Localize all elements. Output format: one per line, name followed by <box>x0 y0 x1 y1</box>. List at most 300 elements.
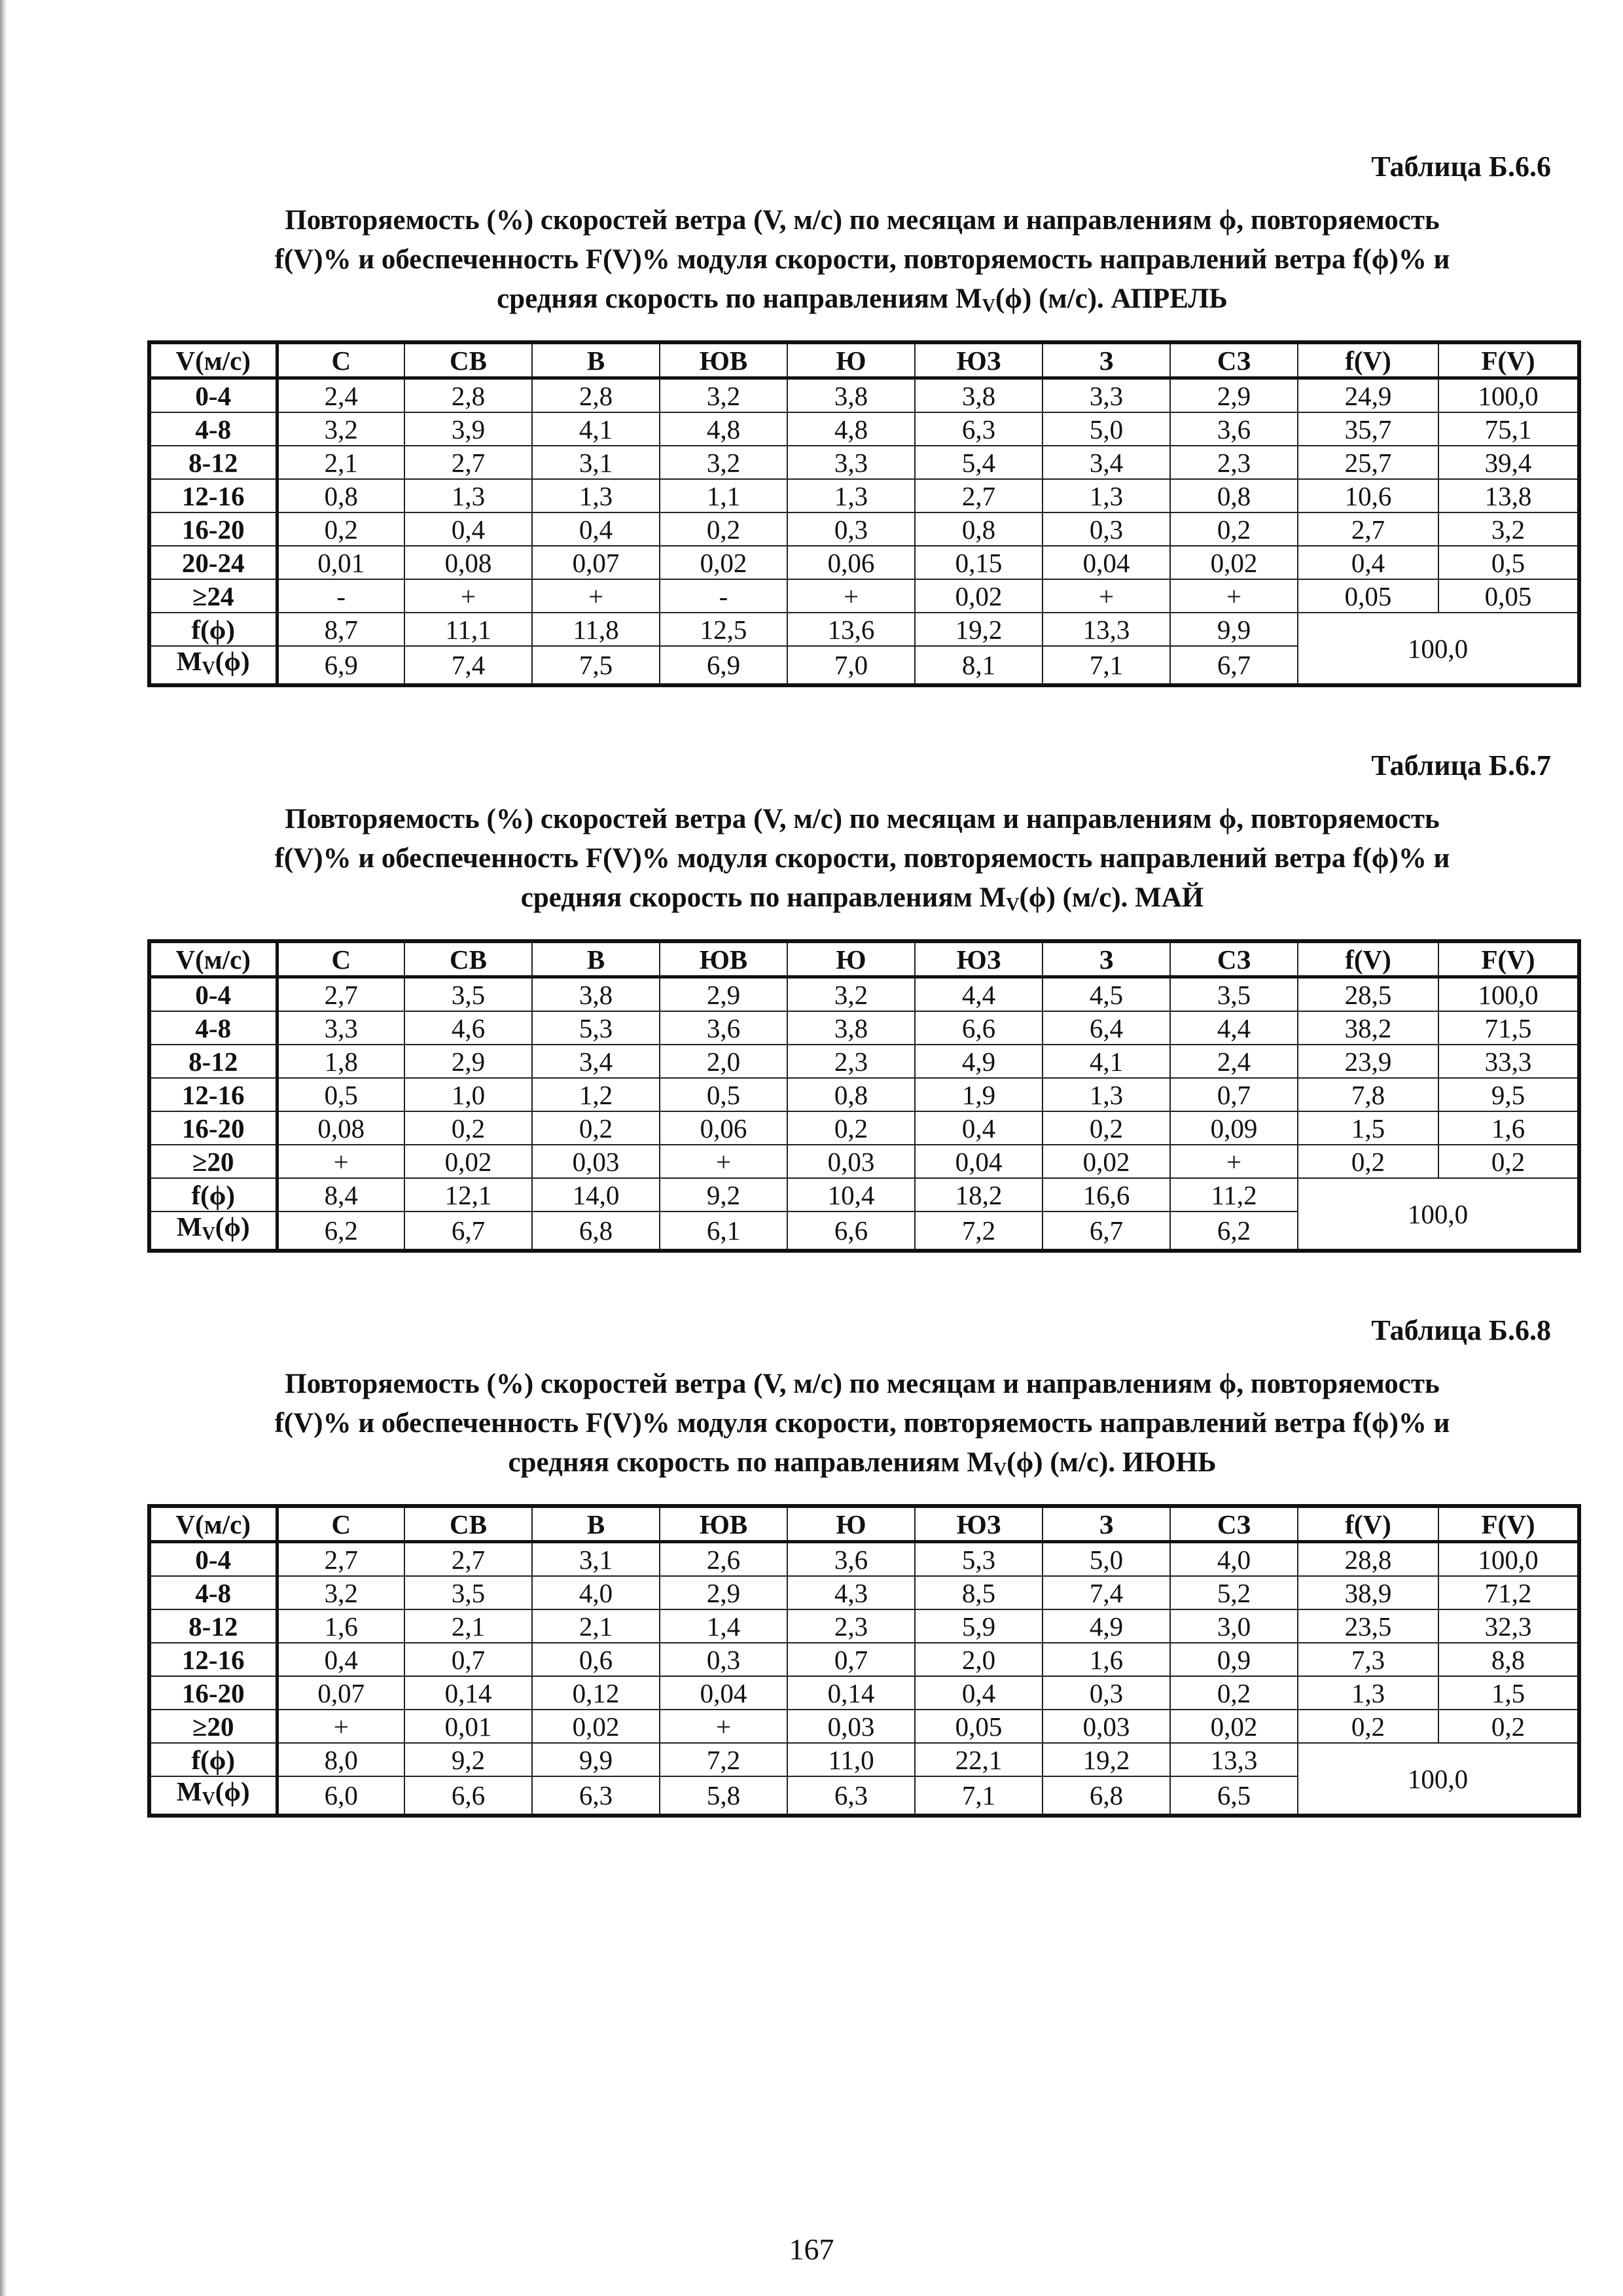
row-label: 8-12 <box>149 1045 277 1078</box>
table-cell: 1,6 <box>277 1609 404 1643</box>
row-label: 4-8 <box>149 1011 277 1045</box>
table-row <box>149 579 1579 613</box>
table-cell: 3,2 <box>1438 512 1579 546</box>
table-cell: 3,3 <box>1043 378 1170 413</box>
table-cell: 100,0 <box>1438 1542 1579 1577</box>
table-cell: + <box>404 579 532 613</box>
table-cell: 0,01 <box>404 1710 532 1743</box>
total-cell: 100,0 <box>1298 1178 1579 1251</box>
table-cell: 33,3 <box>1438 1045 1579 1078</box>
table-cell: 1,3 <box>787 479 915 512</box>
table-cell: 0,8 <box>787 1078 915 1111</box>
table-cell: 13,3 <box>1170 1743 1298 1776</box>
table-cell: 6,8 <box>532 1211 660 1251</box>
column-header: V(м/с) <box>149 1506 277 1542</box>
table-row <box>149 1542 1579 1577</box>
table-cell: 23,9 <box>1298 1045 1438 1078</box>
page-number: 167 <box>789 2233 834 2266</box>
table-cell: 3,2 <box>277 1576 404 1609</box>
row-label: 12-16 <box>149 1643 277 1676</box>
row-label: 4-8 <box>149 1576 277 1609</box>
table-cell: 0,2 <box>1438 1710 1579 1743</box>
column-header: Ю <box>787 1506 915 1542</box>
table-cell: 9,5 <box>1438 1078 1579 1111</box>
column-header: З <box>1043 941 1170 977</box>
table-cell: 0,14 <box>404 1676 532 1710</box>
table-cell: 8,1 <box>915 646 1043 685</box>
table-cell: 3,6 <box>660 1011 787 1045</box>
table-cell: 0,09 <box>1170 1111 1298 1145</box>
table-row-f-phi <box>149 1743 1579 1776</box>
table-row <box>149 1710 1579 1743</box>
caption-line: средняя скорость по направлениям $M_V(\phi)$ (м/с). МАЙ <box>520 882 1204 915</box>
table-cell: 4,5 <box>1043 977 1170 1012</box>
table-row <box>149 1576 1579 1609</box>
row-label: f(ϕ) <box>149 1178 277 1211</box>
table-row <box>149 412 1579 446</box>
table-cell: 22,1 <box>915 1743 1043 1776</box>
column-header: СВ <box>404 1506 532 1542</box>
table-cell: 0,2 <box>404 1111 532 1145</box>
table-cell: 2,4 <box>277 378 404 413</box>
table-cell: 2,1 <box>532 1609 660 1643</box>
table-cell: 7,4 <box>1043 1576 1170 1609</box>
table-cell: 6,1 <box>660 1211 787 1251</box>
table-cell: 0,8 <box>1170 479 1298 512</box>
table-cell: 5,2 <box>1170 1576 1298 1609</box>
table-cell: 4,4 <box>1170 1011 1298 1045</box>
table-cell: 0,2 <box>1170 512 1298 546</box>
table-cell: 0,4 <box>404 512 532 546</box>
table-cell: 3,1 <box>532 446 660 479</box>
table-cell: 0,15 <box>915 546 1043 579</box>
table-cell: 6,6 <box>787 1211 915 1251</box>
table-cell: 5,3 <box>915 1542 1043 1577</box>
table-cell: 1,2 <box>532 1078 660 1111</box>
table-cell: 0,06 <box>787 546 915 579</box>
column-header: f(V) <box>1298 1506 1438 1542</box>
table-cell: 0,04 <box>660 1676 787 1710</box>
table-cell: 0,03 <box>1043 1710 1170 1743</box>
table-cell: 2,9 <box>660 977 787 1012</box>
table-cell: 3,2 <box>787 977 915 1012</box>
table-cell: 0,3 <box>1043 512 1170 546</box>
row-label: ≥20 <box>149 1710 277 1743</box>
table-cell: 3,3 <box>277 1011 404 1045</box>
table-cell: 0,2 <box>277 512 404 546</box>
column-header: С <box>277 941 404 977</box>
caption-line: f(V)% и обеспеченность F(V)% модуля скорости, повторяемость направлений ветра f(ϕ)% и <box>274 843 1450 874</box>
table-cell: 8,4 <box>277 1178 404 1211</box>
table-cell: 2,7 <box>1298 512 1438 546</box>
table-cell: 6,7 <box>1043 1211 1170 1251</box>
table-cell: 0,2 <box>1298 1145 1438 1178</box>
table-cell: 2,7 <box>404 1542 532 1577</box>
row-label: 0-4 <box>149 977 277 1012</box>
table-cell: 0,05 <box>915 1710 1043 1743</box>
table-cell: 6,6 <box>915 1011 1043 1045</box>
column-header: ЮЗ <box>915 342 1043 378</box>
table-cell: 2,0 <box>915 1643 1043 1676</box>
table-cell: + <box>660 1145 787 1178</box>
table-cell: 2,3 <box>787 1609 915 1643</box>
table-cell: 9,2 <box>660 1178 787 1211</box>
table-cell: 4,1 <box>532 412 660 446</box>
table-row <box>149 1078 1579 1111</box>
caption-line: Повторяемость (%) скоростей ветра (V, м/с) по месяцам и направлениям ϕ, повторяемость <box>285 205 1440 236</box>
table-cell: 6,7 <box>404 1211 532 1251</box>
table-cell: 3,5 <box>404 977 532 1012</box>
table-cell: 5,4 <box>915 446 1043 479</box>
total-cell: 100,0 <box>1298 1743 1579 1816</box>
table-cell: 0,2 <box>1298 1710 1438 1743</box>
table-cell: 0,9 <box>1170 1643 1298 1676</box>
column-header: Ю <box>787 941 915 977</box>
table-cell: 3,6 <box>1170 412 1298 446</box>
table-cell: 6,7 <box>1170 646 1298 685</box>
table-cell: 2,7 <box>277 977 404 1012</box>
table-cell: 0,7 <box>404 1643 532 1676</box>
scan-edge <box>0 0 7 2296</box>
column-header: СВ <box>404 342 532 378</box>
table-cell: 1,3 <box>1043 1078 1170 1111</box>
table-cell: 4,8 <box>787 412 915 446</box>
table-cell: - <box>660 579 787 613</box>
table-section-june <box>147 1311 1577 1818</box>
column-header: СЗ <box>1170 941 1298 977</box>
table-caption <box>147 800 1577 925</box>
column-header: СЗ <box>1170 1506 1298 1542</box>
table-cell: 71,5 <box>1438 1011 1579 1045</box>
table-cell: 25,7 <box>1298 446 1438 479</box>
table-cell: 0,02 <box>1170 1710 1298 1743</box>
table-cell: 0,05 <box>1298 579 1438 613</box>
column-header: Ю <box>787 342 915 378</box>
table-row <box>149 1145 1579 1178</box>
table-cell: 0,06 <box>660 1111 787 1145</box>
caption-line: f(V)% и обеспеченность F(V)% модуля скорости, повторяемость направлений ветра f(ϕ)% и <box>274 244 1450 275</box>
table-cell: 6,2 <box>277 1211 404 1251</box>
table-cell: 0,12 <box>532 1676 660 1710</box>
table-cell: 0,2 <box>1043 1111 1170 1145</box>
table-cell: 2,7 <box>404 446 532 479</box>
table-cell: 0,2 <box>660 512 787 546</box>
table-cell: + <box>277 1710 404 1743</box>
table-cell: 0,5 <box>660 1078 787 1111</box>
table-cell: 1,6 <box>1043 1643 1170 1676</box>
table-cell: 11,0 <box>787 1743 915 1776</box>
table-cell: 11,2 <box>1170 1178 1298 1211</box>
table-cell: 6,9 <box>660 646 787 685</box>
table-header-row <box>149 941 1579 977</box>
column-header: f(V) <box>1298 342 1438 378</box>
table-cell: 0,07 <box>277 1676 404 1710</box>
table-cell: + <box>1170 579 1298 613</box>
table-cell: 0,4 <box>532 512 660 546</box>
column-header: ЮЗ <box>915 1506 1043 1542</box>
table-cell: 0,08 <box>404 546 532 579</box>
table-cell: 28,5 <box>1298 977 1438 1012</box>
table-cell: 1,0 <box>404 1078 532 1111</box>
table-cell: 13,6 <box>787 613 915 646</box>
row-label: $M_V(\phi)$ <box>149 1776 277 1816</box>
table-cell: 12,1 <box>404 1178 532 1211</box>
table-row <box>149 1011 1579 1045</box>
table-cell: 0,5 <box>1438 546 1579 579</box>
table-row <box>149 1609 1579 1643</box>
row-label: 12-16 <box>149 1078 277 1111</box>
table-cell: 0,02 <box>915 579 1043 613</box>
table-cell: 7,2 <box>915 1211 1043 1251</box>
table-cell: 1,1 <box>660 479 787 512</box>
table-cell: 7,8 <box>1298 1078 1438 1111</box>
table-cell: 8,5 <box>915 1576 1043 1609</box>
table-row <box>149 977 1579 1012</box>
table-cell: 5,9 <box>915 1609 1043 1643</box>
table-cell: 0,4 <box>915 1676 1043 1710</box>
table-cell: 3,2 <box>660 378 787 413</box>
table-cell: 7,0 <box>787 646 915 685</box>
table-cell: 0,02 <box>532 1710 660 1743</box>
table-cell: 38,9 <box>1298 1576 1438 1609</box>
column-header: С <box>277 342 404 378</box>
total-cell: 100,0 <box>1298 613 1579 685</box>
column-header: В <box>532 941 660 977</box>
table-cell: 0,4 <box>1298 546 1438 579</box>
table-cell: 35,7 <box>1298 412 1438 446</box>
table-cell: 2,6 <box>660 1542 787 1577</box>
table-cell: 12,5 <box>660 613 787 646</box>
table-row <box>149 446 1579 479</box>
column-header: V(м/с) <box>149 342 277 378</box>
table-caption <box>147 1365 1577 1490</box>
table-cell: 0,2 <box>787 1111 915 1145</box>
table-number: Таблица Б.6.8 <box>1371 1314 1551 1346</box>
table-cell: 3,9 <box>404 412 532 446</box>
table-cell: 18,2 <box>915 1178 1043 1211</box>
row-label: $M_V(\phi)$ <box>149 1211 277 1251</box>
table-cell: 6,8 <box>1043 1776 1170 1816</box>
row-label: $M_V(\phi)$ <box>149 646 277 685</box>
table-cell: 6,5 <box>1170 1776 1298 1816</box>
column-header: F(V) <box>1438 342 1579 378</box>
table-cell: 6,3 <box>915 412 1043 446</box>
table-cell: 0,7 <box>1170 1078 1298 1111</box>
table-cell: 4,1 <box>1043 1045 1170 1078</box>
table-cell: 7,2 <box>660 1743 787 1776</box>
table-row-f-phi <box>149 1178 1579 1211</box>
row-label: ≥24 <box>149 579 277 613</box>
table-cell: 28,8 <box>1298 1542 1438 1577</box>
table-cell: 3,5 <box>404 1576 532 1609</box>
table-row <box>149 479 1579 512</box>
table-cell: 0,3 <box>660 1643 787 1676</box>
table-cell: 4,0 <box>532 1576 660 1609</box>
column-header: В <box>532 1506 660 1542</box>
column-header: С <box>277 1506 404 1542</box>
column-header: ЮВ <box>660 1506 787 1542</box>
table-cell: 1,4 <box>660 1609 787 1643</box>
caption-line: f(V)% и обеспеченность F(V)% модуля скорости, повторяемость направлений ветра f(ϕ)% и <box>274 1408 1450 1439</box>
table-row <box>149 546 1579 579</box>
table-row <box>149 378 1579 413</box>
table-cell: 2,8 <box>532 378 660 413</box>
table-cell: 13,3 <box>1043 613 1170 646</box>
table-cell: 6,4 <box>1043 1011 1170 1045</box>
table-cell: 0,03 <box>787 1710 915 1743</box>
table-cell: 3,2 <box>277 412 404 446</box>
table-cell: 7,3 <box>1298 1643 1438 1676</box>
table-cell: 38,2 <box>1298 1011 1438 1045</box>
table-cell: 9,9 <box>1170 613 1298 646</box>
table-cell: 11,1 <box>404 613 532 646</box>
table-cell: 3,3 <box>787 446 915 479</box>
table-header-row <box>149 1506 1579 1542</box>
table-cell: 6,3 <box>532 1776 660 1816</box>
table-cell: 10,4 <box>787 1178 915 1211</box>
table-cell: 4,8 <box>660 412 787 446</box>
table-cell: 0,4 <box>277 1643 404 1676</box>
column-header: F(V) <box>1438 941 1579 977</box>
caption-line: средняя скорость по направлениям $M_V(\phi)$ (м/с). АПРЕЛЬ <box>497 283 1228 316</box>
table-cell: 5,8 <box>660 1776 787 1816</box>
table-cell: 3,8 <box>915 378 1043 413</box>
table-cell: 0,8 <box>915 512 1043 546</box>
table-cell: 3,2 <box>660 446 787 479</box>
table-cell: 4,3 <box>787 1576 915 1609</box>
table-cell: 6,6 <box>404 1776 532 1816</box>
table-cell: 0,4 <box>915 1111 1043 1145</box>
table-cell: 71,2 <box>1438 1576 1579 1609</box>
row-label: 20-24 <box>149 546 277 579</box>
table-cell: 24,9 <box>1298 378 1438 413</box>
table-cell: 5,0 <box>1043 412 1170 446</box>
table-cell: 4,6 <box>404 1011 532 1045</box>
table-cell: 0,03 <box>787 1145 915 1178</box>
table-row <box>149 1045 1579 1078</box>
table-cell: 6,3 <box>787 1776 915 1816</box>
table-cell: 3,8 <box>787 1011 915 1045</box>
column-header: ЮВ <box>660 941 787 977</box>
table-cell: 1,3 <box>404 479 532 512</box>
row-label: 0-4 <box>149 378 277 413</box>
table-cell: 7,4 <box>404 646 532 685</box>
table-cell: 2,7 <box>915 479 1043 512</box>
table-cell: 6,0 <box>277 1776 404 1816</box>
table-cell: + <box>660 1710 787 1743</box>
column-header: В <box>532 342 660 378</box>
row-label: 4-8 <box>149 412 277 446</box>
table-row-f-phi <box>149 613 1579 646</box>
table-cell: 0,02 <box>1043 1145 1170 1178</box>
row-label: f(ϕ) <box>149 613 277 646</box>
table-cell: 7,1 <box>1043 646 1170 685</box>
table-cell: 11,8 <box>532 613 660 646</box>
wind-table <box>147 1504 1581 1818</box>
row-label: 12-16 <box>149 479 277 512</box>
table-cell: 13,8 <box>1438 479 1579 512</box>
table-cell: + <box>1170 1145 1298 1178</box>
row-label: 8-12 <box>149 1609 277 1643</box>
column-header: ЮВ <box>660 342 787 378</box>
table-row <box>149 1676 1579 1710</box>
table-cell: 4,9 <box>915 1045 1043 1078</box>
table-row <box>149 512 1579 546</box>
table-cell: 7,1 <box>915 1776 1043 1816</box>
table-cell: 9,9 <box>532 1743 660 1776</box>
table-cell: - <box>277 579 404 613</box>
table-cell: 4,4 <box>915 977 1043 1012</box>
row-label: 0-4 <box>149 1542 277 1577</box>
table-cell: 0,2 <box>532 1111 660 1145</box>
row-label: 16-20 <box>149 1676 277 1710</box>
table-cell: 1,9 <box>915 1078 1043 1111</box>
caption-line: средняя скорость по направлениям $M_V(\phi)$ (м/с). ИЮНЬ <box>508 1447 1217 1480</box>
table-cell: 39,4 <box>1438 446 1579 479</box>
table-cell: 75,1 <box>1438 412 1579 446</box>
table-cell: 19,2 <box>1043 1743 1170 1776</box>
table-cell: 1,8 <box>277 1045 404 1078</box>
row-label: f(ϕ) <box>149 1743 277 1776</box>
table-row <box>149 1643 1579 1676</box>
row-label: 16-20 <box>149 512 277 546</box>
table-cell: 1,3 <box>1043 479 1170 512</box>
table-cell: 100,0 <box>1438 977 1579 1012</box>
table-cell: 5,0 <box>1043 1542 1170 1577</box>
table-cell: 3,4 <box>1043 446 1170 479</box>
table-cell: 9,2 <box>404 1743 532 1776</box>
table-cell: + <box>532 579 660 613</box>
table-cell: 0,07 <box>532 546 660 579</box>
row-label: 16-20 <box>149 1111 277 1145</box>
table-cell: 8,8 <box>1438 1643 1579 1676</box>
column-header: ЮЗ <box>915 941 1043 977</box>
table-cell: 0,6 <box>532 1643 660 1676</box>
table-cell: 23,5 <box>1298 1609 1438 1643</box>
table-cell: 19,2 <box>915 613 1043 646</box>
table-row <box>149 1111 1579 1145</box>
table-cell: 10,6 <box>1298 479 1438 512</box>
table-cell: 3,5 <box>1170 977 1298 1012</box>
table-cell: 14,0 <box>532 1178 660 1211</box>
table-cell: 0,5 <box>277 1078 404 1111</box>
table-cell: + <box>277 1145 404 1178</box>
table-cell: 0,3 <box>787 512 915 546</box>
table-cell: 3,1 <box>532 1542 660 1577</box>
column-header: З <box>1043 342 1170 378</box>
table-cell: 2,1 <box>277 446 404 479</box>
table-cell: 2,1 <box>404 1609 532 1643</box>
table-cell: 2,3 <box>1170 446 1298 479</box>
table-cell: 0,05 <box>1438 579 1579 613</box>
table-cell: 1,6 <box>1438 1111 1579 1145</box>
table-cell: 3,8 <box>532 977 660 1012</box>
wind-table <box>147 939 1581 1253</box>
table-number: Таблица Б.6.7 <box>1371 749 1551 781</box>
table-cell: 0,14 <box>787 1676 915 1710</box>
table-cell: 2,7 <box>277 1542 404 1577</box>
table-cell: 0,2 <box>1438 1145 1579 1178</box>
table-cell: 1,5 <box>1438 1676 1579 1710</box>
table-cell: 0,02 <box>660 546 787 579</box>
table-cell: 2,9 <box>1170 378 1298 413</box>
table-caption <box>147 201 1577 326</box>
table-cell: 2,9 <box>404 1045 532 1078</box>
table-cell: 16,6 <box>1043 1178 1170 1211</box>
table-cell: 100,0 <box>1438 378 1579 413</box>
table-section-may <box>147 746 1577 1253</box>
caption-line: Повторяемость (%) скоростей ветра (V, м/с) по месяцам и направлениям ϕ, повторяемость <box>285 1369 1440 1399</box>
